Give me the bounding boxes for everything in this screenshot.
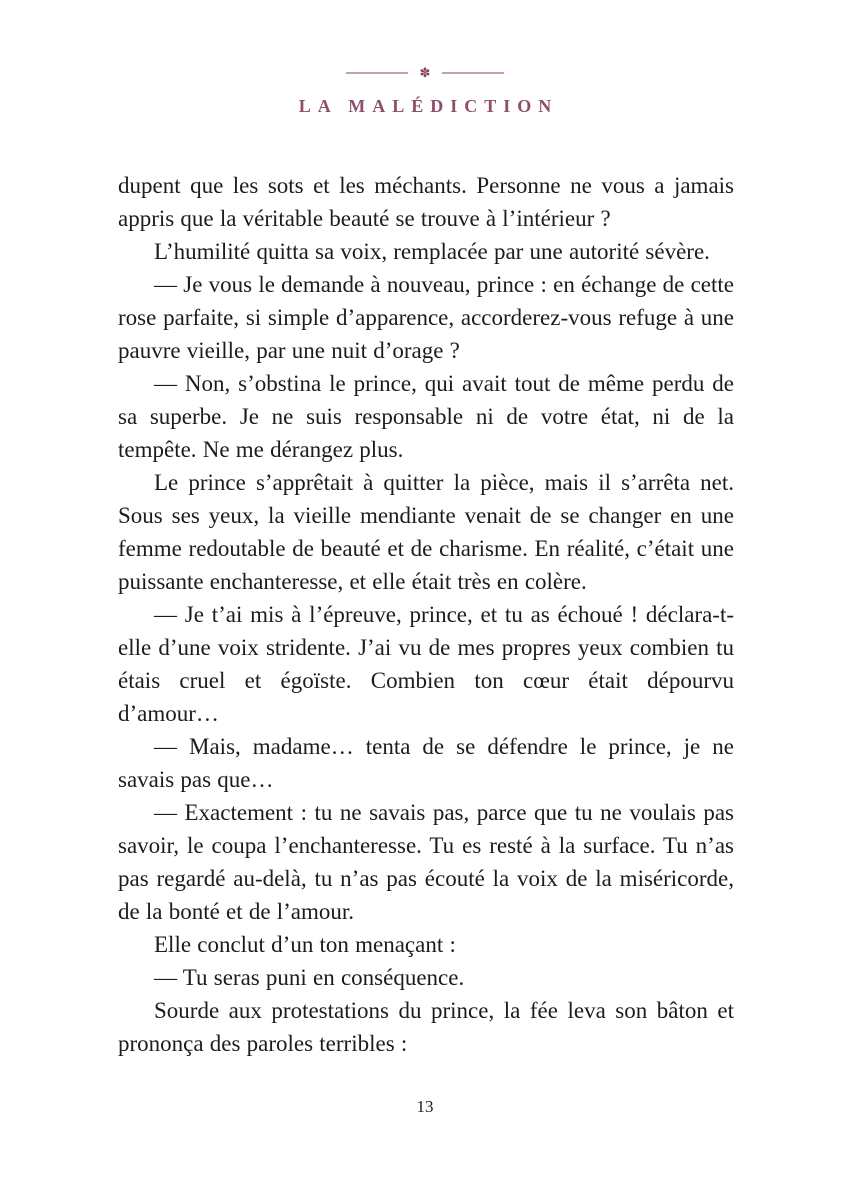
ornament-rule-left [346, 72, 408, 74]
body-paragraph: Le prince s’apprêtait à quitter la pièce, mais il s’arrêta net. Sous ses yeux, la vieille mendiante venait de se changer en une femme redoutable de beauté et de charisme. En réalité, c’était une puissante enchanteresse, et elle était très en colère. [118, 470, 734, 594]
ornament-rule-right [442, 72, 504, 74]
body-paragraph: Elle conclut d’un ton menaçant : [154, 932, 456, 957]
body-paragraph: — Je t’ai mis à l’épreuve, prince, et tu as échoué ! déclara-t-elle d’une voix stridente. J’ai vu de mes propres yeux combien tu étais cruel et égoïste. Combien ton cœur était dépourvu d’amour… [118, 602, 734, 726]
body-paragraph: — Exactement : tu ne savais pas, parce que tu ne voulais pas savoir, le coupa l’enchanteresse. Tu es resté à la surface. Tu n’as pas regardé au-delà, tu n’as pas écouté la voix de la miséricorde, de la bonté et de l’amour. [118, 800, 734, 924]
flower-icon: ✽ [419, 65, 431, 81]
body-paragraph: — Tu seras puni en conséquence. [154, 965, 465, 990]
page-number: 13 [416, 1097, 434, 1116]
body-paragraph: — Non, s’obstina le prince, qui avait tout de même perdu de sa superbe. Je ne suis responsable ni de votre état, ni de la tempête. Ne me dérangez plus. [118, 371, 734, 462]
body-paragraph: dupent que les sots et les méchants. Personne ne vous a jamais appris que la véritable beauté se trouve à l’intérieur ? [118, 173, 734, 231]
body-text [118, 169, 734, 1060]
chapter-ornament [0, 64, 850, 82]
body-paragraph: L’humilité quitta sa voix, remplacée par une autorité sévère. [154, 239, 710, 264]
body-paragraph: — Mais, madame… tenta de se défendre le prince, je ne savais pas que… [118, 734, 734, 792]
body-paragraph: — Je vous le demande à nouveau, prince : en échange de cette rose parfaite, si simple d’apparence, accorderez-vous refuge à une pauvre vieille, par une nuit d’orage ? [118, 272, 734, 363]
chapter-title: LA MALÉDICTION [298, 96, 559, 116]
body-paragraph: Sourde aux protestations du prince, la fée leva son bâton et prononça des paroles terribles : [118, 998, 734, 1056]
